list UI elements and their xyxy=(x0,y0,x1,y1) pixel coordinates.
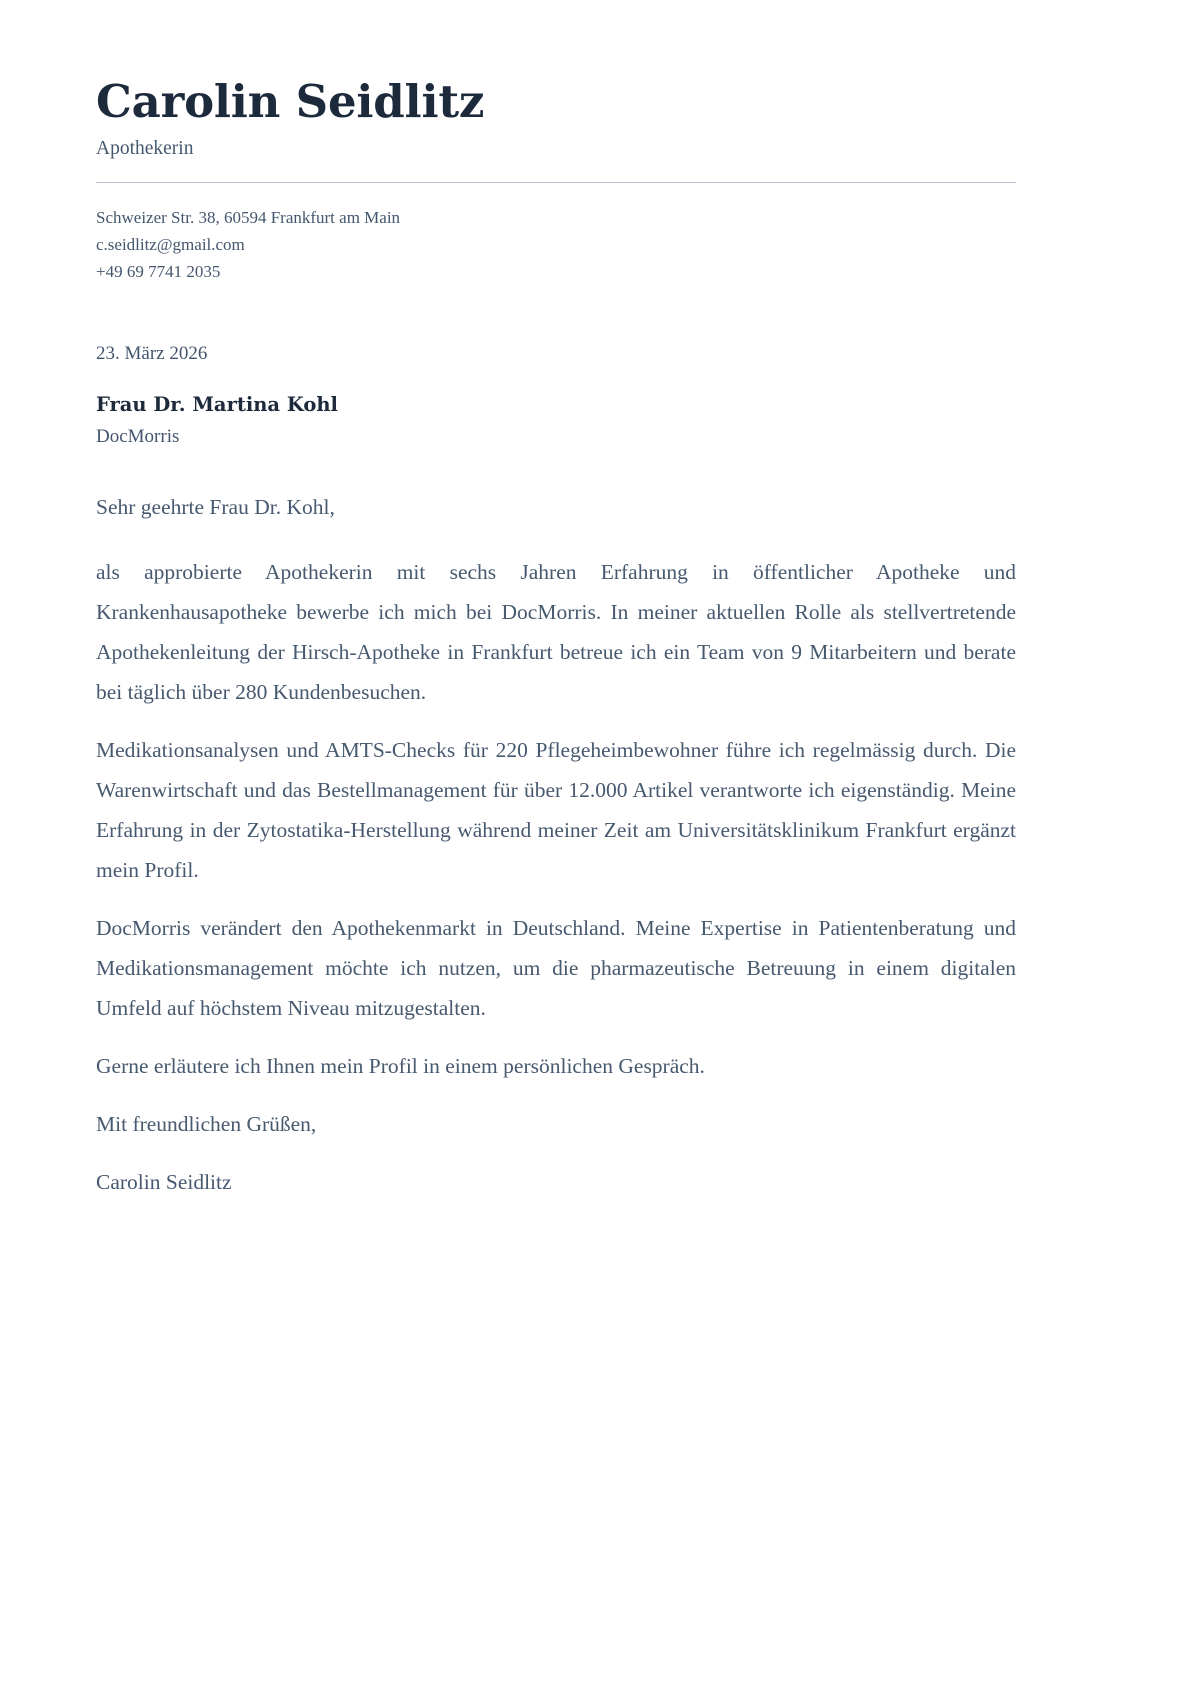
letter-date: 23. März 2026 xyxy=(96,342,208,364)
contact-email: c.seidlitz@gmail.com xyxy=(96,234,245,254)
contact-phone: +49 69 7741 2035 xyxy=(96,261,221,281)
body-paragraph-3: DocMorris verändert den Apothekenmarkt in Deutschland. Meine Expertise in Patientenberatung und Medikationsmanagement möchte ich nutzen, um die pharmazeutische Betreuung in einem digitalen Umfeld auf höchstem Niveau mitzugestalten. xyxy=(96,916,1016,1021)
body-paragraph-1: als approbierte Apothekerin mit sechs Jahren Erfahrung in öffentlicher Apotheke und Krankenhausapotheke bewerbe ich mich bei DocMorris. In meiner aktuellen Rolle als stellvertretende Apothekenleitung der Hirsch-Apotheke in Frankfurt betreue ich ein Team von 9 Mitarbeitern und berate bei täglich über 280 Kundenbesuchen. xyxy=(96,560,1016,705)
letter-body xyxy=(96,491,1016,1203)
closing-request: Gerne erläutere ich Ihnen mein Profil in einem persönlichen Gespräch. xyxy=(96,1054,705,1078)
letter-header xyxy=(96,75,1016,183)
recipient-name: Frau Dr. Martina Kohl xyxy=(96,393,338,417)
page-title: Carolin Seidlitz xyxy=(96,75,485,128)
signature-name: Carolin Seidlitz xyxy=(96,1169,232,1194)
recipient-organization: DocMorris xyxy=(96,426,180,448)
closing-salutation: Mit freundlichen Grüßen, xyxy=(96,1111,317,1136)
header-divider xyxy=(96,182,1016,183)
letter-meta xyxy=(96,340,1016,451)
applicant-job-title: Apothekerin xyxy=(96,137,194,159)
body-paragraph-2: Medikationsanalysen und AMTS-Checks für 220 Pflegeheimbewohner führe ich regelmässig durch. Die Warenwirtschaft und das Bestellmanagement für über 12.000 Artikel verantworte ich eigenständig. Meine Erfahrung in der Zytostatika-Herstellung während meiner Zeit am Universitätsklinikum Frankfurt ergänzt mein Profil. xyxy=(96,738,1016,883)
contact-address: Schweizer Str. 38, 60594 Frankfurt am Main xyxy=(96,207,401,227)
salutation: Sehr geehrte Frau Dr. Kohl, xyxy=(96,494,335,519)
contact-details xyxy=(96,205,1016,286)
letter-container xyxy=(96,75,1016,1203)
